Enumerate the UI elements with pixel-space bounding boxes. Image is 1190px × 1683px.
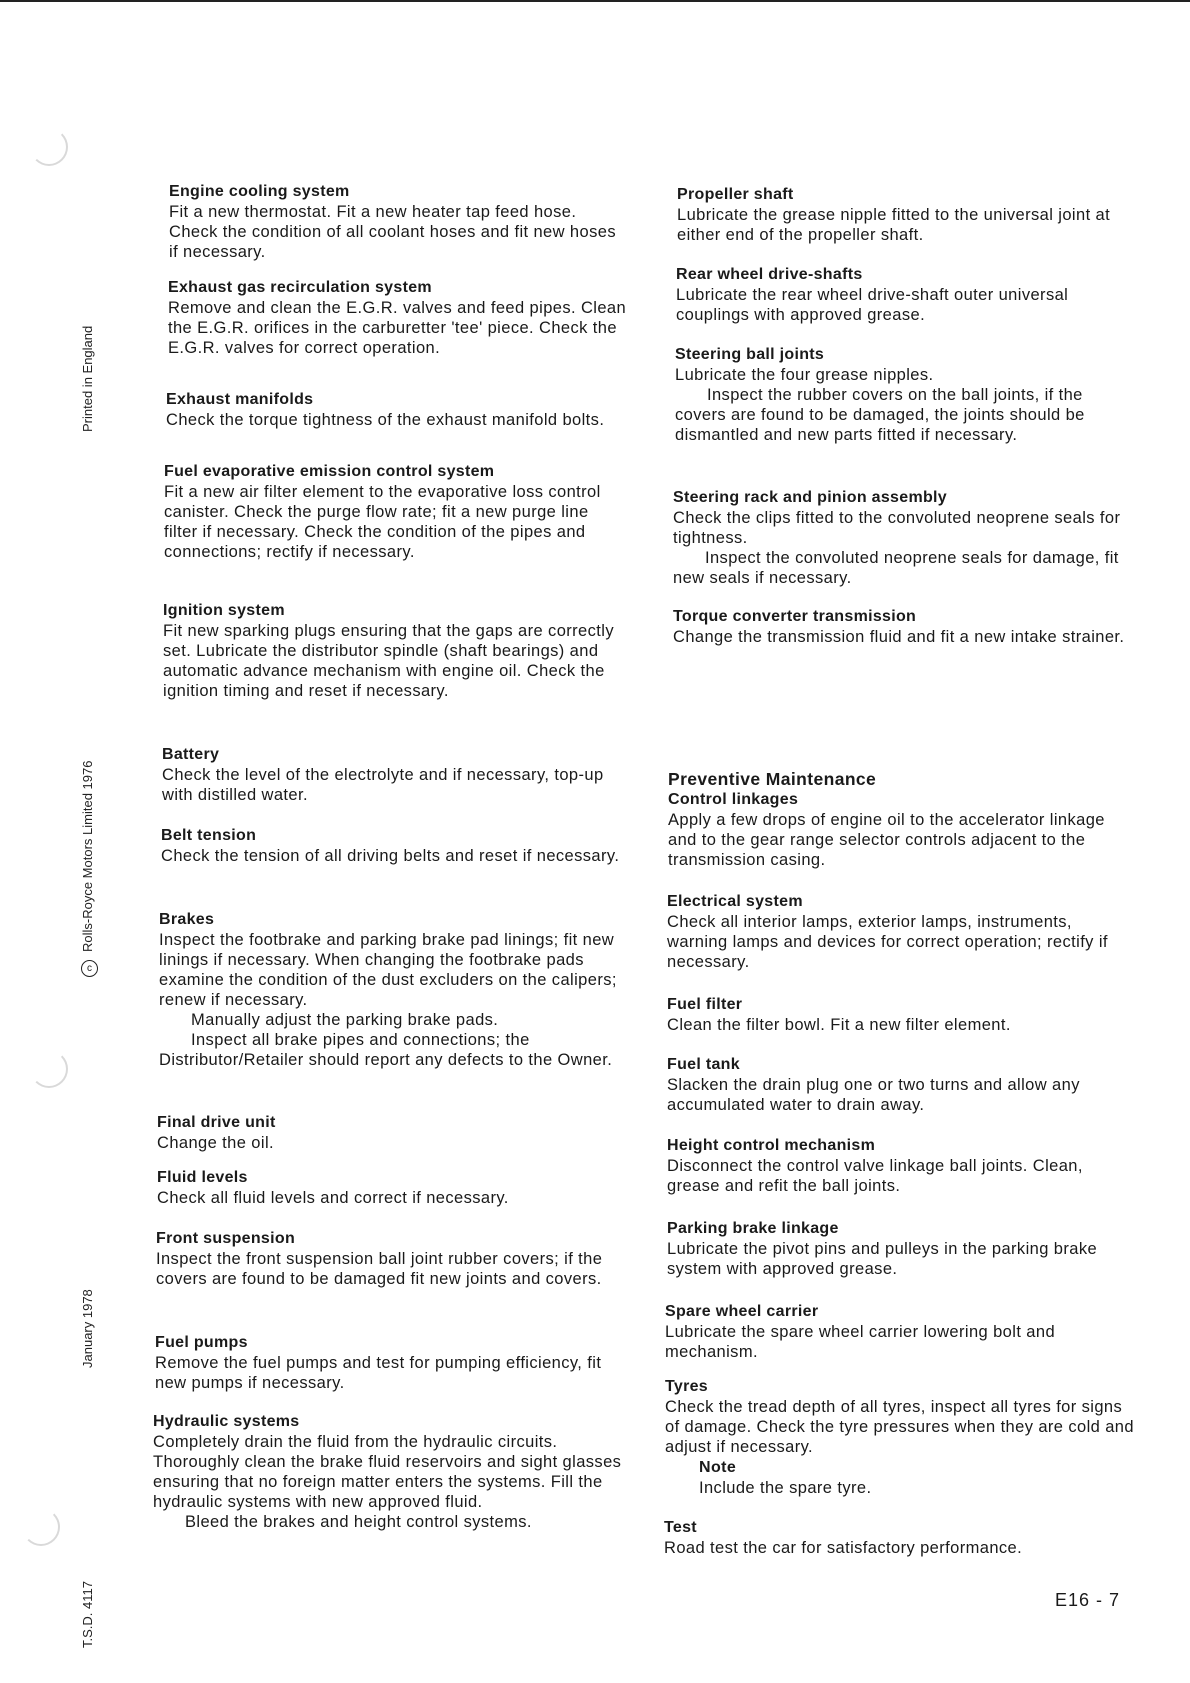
section-body: Slacken the drain plug one or two turns and allow any accumulated water to drain away. xyxy=(667,1076,1080,1114)
section-title: Belt tension xyxy=(161,827,257,844)
section-title: Final drive unit xyxy=(157,1114,276,1131)
section-exhaust-manifolds xyxy=(166,390,626,430)
section-title: Exhaust manifolds xyxy=(166,391,314,408)
section-body: Inspect the footbrake and parking brake pad linings; fit new linings if necessary. When changing the footbrake pads examine the condition of the dust excluders on the calipers; renew if necessary. xyxy=(159,931,617,1009)
section-fluid-levels xyxy=(157,1168,617,1208)
section-spare-wheel-carrier xyxy=(665,1302,1135,1362)
section-body: Lubricate the rear wheel drive-shaft outer universal couplings with approved grease. xyxy=(676,286,1069,324)
section-body: Fit a new air filter element to the evaporative loss control canister. Check the purge flow rate; fit a new purge line filter if necessary. Check the condition of the pipes and connections; rectify if necessary. xyxy=(164,483,601,561)
tsd-reference: T.S.D. 4117 xyxy=(80,1581,95,1648)
section-torque-converter xyxy=(673,607,1133,647)
page-number: E16 - 7 xyxy=(1055,1590,1121,1610)
preventive-maintenance-heading: Preventive Maintenance xyxy=(668,769,877,789)
section-egr xyxy=(168,278,638,358)
copyright-icon: c xyxy=(81,960,98,977)
section-title: Height control mechanism xyxy=(667,1137,876,1154)
section-fuel-evaporative xyxy=(164,462,624,562)
section-title: Fuel filter xyxy=(667,996,743,1013)
printed-in-england: Printed in England xyxy=(80,325,95,432)
section-ignition xyxy=(163,601,628,701)
section-body-paragraph: Inspect all brake pipes and connections; the Distributor/Retailer should report any defects to the Owner. xyxy=(159,1031,613,1069)
section-title: Ignition system xyxy=(163,602,285,619)
section-body: Lubricate the pivot pins and pulleys in the parking brake system with approved grease. xyxy=(667,1240,1098,1278)
section-title: Brakes xyxy=(159,911,215,928)
section-title: Parking brake linkage xyxy=(667,1220,839,1237)
punch-hole-mark xyxy=(30,1050,68,1088)
section-title: Front suspension xyxy=(156,1230,296,1247)
section-hydraulic-systems xyxy=(153,1412,623,1532)
section-battery xyxy=(162,745,632,805)
section-electrical-system xyxy=(667,892,1132,972)
section-body: Check the tread depth of all tyres, inspect all tyres for signs of damage. Check the tyre pressures when they are cold and adjust if necessary. xyxy=(665,1398,1134,1456)
note-label: Note xyxy=(699,1459,737,1476)
section-title: Rear wheel drive-shafts xyxy=(676,266,863,283)
section-body: Check all fluid levels and correct if necessary. xyxy=(157,1189,509,1207)
section-body: Disconnect the control valve linkage ball joints. Clean, grease and refit the ball joints. xyxy=(667,1157,1083,1195)
section-fuel-tank xyxy=(667,1055,1132,1115)
section-rear-drive-shafts xyxy=(676,265,1146,325)
section-body: Lubricate the spare wheel carrier lowering bolt and mechanism. xyxy=(665,1323,1056,1361)
section-title: Fluid levels xyxy=(157,1169,248,1186)
section-brakes xyxy=(159,910,629,1070)
section-body-paragraph: Bleed the brakes and height control systems. xyxy=(185,1513,532,1531)
section-height-control xyxy=(667,1136,1117,1196)
section-title: Fuel tank xyxy=(667,1056,740,1073)
section-body-paragraph: Inspect the convoluted neoprene seals for damage, fit new seals if necessary. xyxy=(673,549,1119,587)
section-propeller-shaft xyxy=(677,185,1137,245)
section-test xyxy=(664,1518,1124,1558)
section-control-linkages xyxy=(668,790,1128,870)
copyright-text: Rolls-Royce Motors Limited 1976 xyxy=(80,760,95,952)
section-title: Steering rack and pinion assembly xyxy=(673,489,947,506)
section-title: Test xyxy=(664,1519,697,1536)
section-parking-brake-linkage xyxy=(667,1219,1132,1279)
section-title: Propeller shaft xyxy=(677,186,794,203)
section-title: Engine cooling system xyxy=(169,183,350,200)
section-body: Check the tension of all driving belts and reset if necessary. xyxy=(161,847,620,865)
section-belt-tension xyxy=(161,826,621,866)
section-steering-rack xyxy=(673,488,1133,588)
section-body: Check the torque tightness of the exhaust manifold bolts. xyxy=(166,411,605,429)
section-title: Exhaust gas recirculation system xyxy=(168,279,432,296)
section-title: Battery xyxy=(162,746,220,763)
section-body: Check all interior lamps, exterior lamps, instruments, warning lamps and devices for correct operation; rectify if necessary. xyxy=(667,913,1108,971)
section-title: Tyres xyxy=(665,1378,709,1395)
section-body: Check the level of the electrolyte and if necessary, top-up with distilled water. xyxy=(162,766,604,804)
section-body: Change the transmission fluid and fit a new intake strainer. xyxy=(673,628,1125,646)
section-body: Apply a few drops of engine oil to the accelerator linkage and to the gear range selector controls adjacent to the transmission casing. xyxy=(668,811,1105,869)
note-text: Include the spare tyre. xyxy=(699,1479,872,1497)
section-front-suspension xyxy=(156,1229,606,1289)
section-title: Torque converter transmission xyxy=(673,608,917,625)
section-body: Inspect the front suspension ball joint rubber covers; if the covers are found to be damaged fit new joints and covers. xyxy=(156,1250,603,1288)
section-title: Spare wheel carrier xyxy=(665,1303,819,1320)
section-steering-ball-joints xyxy=(675,345,1135,445)
issue-date: January 1978 xyxy=(80,1289,95,1368)
section-title: Hydraulic systems xyxy=(153,1413,300,1430)
section-body: Fit a new thermostat. Fit a new heater tap feed hose. Check the condition of all coolant hoses and fit new hoses if necessary. xyxy=(169,203,616,261)
section-body: Remove the fuel pumps and test for pumping efficiency, fit new pumps if necessary. xyxy=(155,1354,602,1392)
section-body: Change the oil. xyxy=(157,1134,274,1152)
section-title: Fuel evaporative emission control system xyxy=(164,463,495,480)
top-border xyxy=(0,0,1190,2)
section-body: Fit new sparking plugs ensuring that the gaps are correctly set. Lubricate the distributor spindle (shaft bearings) and automatic advance mechanism with engine oil. Check the ignition timing and reset if necessary. xyxy=(163,622,614,700)
note-block xyxy=(699,1457,1135,1498)
section-title: Fuel pumps xyxy=(155,1334,248,1351)
copyright-line xyxy=(80,761,98,977)
section-title: Electrical system xyxy=(667,893,803,910)
section-title: Control linkages xyxy=(668,791,799,808)
section-tyres xyxy=(665,1377,1135,1498)
section-body: Remove and clean the E.G.R. valves and feed pipes. Clean the E.G.R. orifices in the carburetter 'tee' piece. Check the E.G.R. valves for correct operation. xyxy=(168,299,627,357)
section-title: Steering ball joints xyxy=(675,346,825,363)
section-body: Clean the filter bowl. Fit a new filter element. xyxy=(667,1016,1011,1034)
punch-hole-mark xyxy=(22,1508,60,1546)
section-body: Lubricate the grease nipple fitted to the universal joint at either end of the propeller shaft. xyxy=(677,206,1111,244)
section-body: Completely drain the fluid from the hydraulic circuits. Thoroughly clean the brake fluid reservoirs and sight glasses ensuring that no foreign matter enters the systems. Fill the hydraulic systems with new approved fluid. xyxy=(153,1433,622,1511)
section-body: Lubricate the four grease nipples. xyxy=(675,366,934,384)
punch-hole-mark xyxy=(30,128,68,166)
section-body-paragraph: Inspect the rubber covers on the ball joints, if the covers are found to be damaged, the joints should be dismantled and new parts fitted if necessary. xyxy=(675,386,1085,444)
section-fuel-filter xyxy=(667,995,1137,1035)
section-engine-cooling xyxy=(169,182,629,262)
section-fuel-pumps xyxy=(155,1333,605,1393)
section-final-drive xyxy=(157,1113,617,1153)
section-body: Check the clips fitted to the convoluted neoprene seals for tightness. xyxy=(673,509,1121,547)
section-body-paragraph: Manually adjust the parking brake pads. xyxy=(191,1011,499,1029)
section-body: Road test the car for satisfactory performance. xyxy=(664,1539,1023,1557)
